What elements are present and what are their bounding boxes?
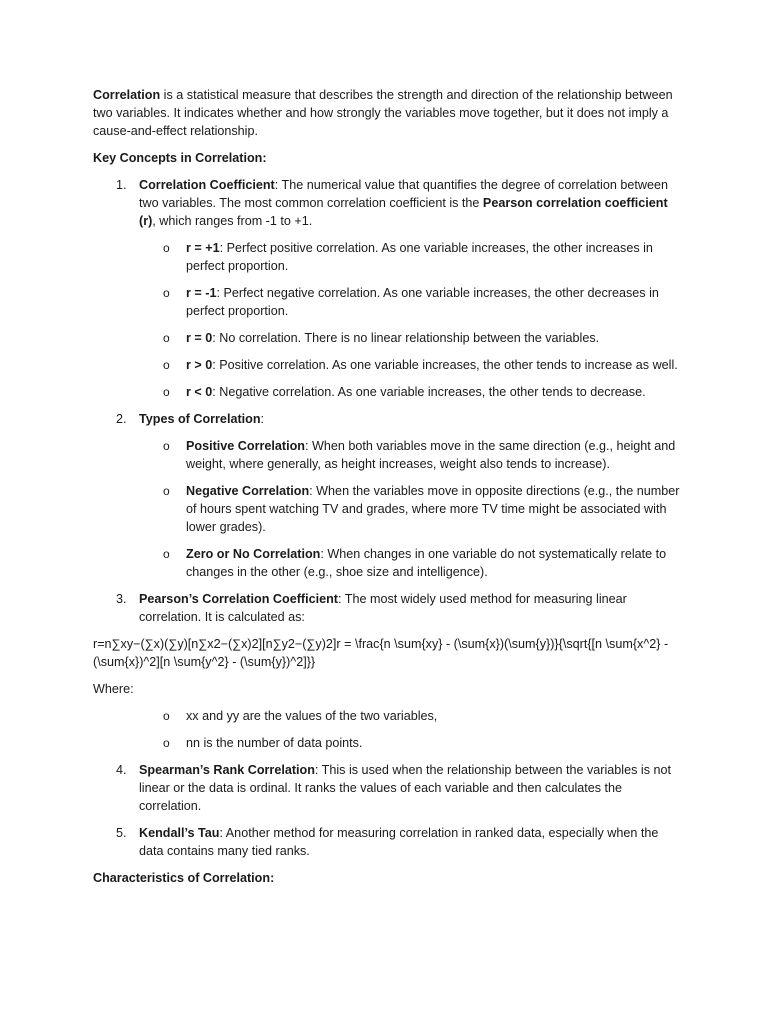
item-number: 4.: [116, 763, 127, 777]
where-list: [93, 707, 683, 752]
item-number: 1.: [116, 178, 127, 192]
bullet-icon: o: [163, 331, 170, 345]
list-item-4: 4. Spearman’s Rank Correlation: This is used when the relationship between the variables is not linear or the data is ordinal. It ranks the values of each variable and then calculates the correlation.: [116, 763, 672, 813]
list-item-1: 1. Correlation Coefficient: The numerical value that quantifies the degree of correlation between two variables. The most common correlation coefficient is the Pearson correlation coefficient (r), which ranges from -1 to +1. o r = +1: Perfect positive correlation. As one variable increases, the other increases in perfect proportion. o r = -1: Perfect negative correlation. As one variable increases, the other decreases in perfect proportion. o r = 0: No correlation. There is no linear relationship between the variables. o r > 0: Positive correlation. As one variable increases, the other tends to increase as well. o r < 0: Negative correlation. As one variable increases, the other tends to decrease.: [93, 176, 683, 401]
intro-term: Correlation: [93, 88, 161, 102]
bullet-icon: o: [163, 358, 170, 372]
item-title: Spearman’s Rank Correlation: [139, 763, 315, 777]
list-item-2: 2. Types of Correlation: o Positive Correlation: When both variables move in the same direction (e.g., height and weight, where generally, as height increases, weight also tends to increase). o Negative Correlation: When the variables move in opposite directions (e.g., the number of hours spent watching TV and grades, where more TV time might be associated with lower grades). o Zero or No Correlation: When changes in one variable do not systematically relate to changes in the other (e.g., shoe size and intelligence).: [93, 410, 683, 581]
item-number: 2.: [116, 412, 127, 426]
sub-item: o r > 0: Positive correlation. As one variable increases, the other tends to increase as well.: [163, 358, 678, 372]
item-number: 3.: [116, 592, 127, 606]
bullet-icon: o: [163, 439, 170, 453]
sub-item: o r = 0: No correlation. There is no linear relationship between the variables.: [163, 331, 600, 345]
sub-item: o Positive Correlation: When both variables move in the same direction (e.g., height and weight, where generally, as height increases, weight also tends to increase).: [163, 439, 676, 471]
sub-item: o Zero or No Correlation: When changes in one variable do not systematically relate to changes in the other (e.g., shoe size and intelligence).: [163, 547, 667, 579]
sub-item: o r = +1: Perfect positive correlation. As one variable increases, the other increases in perfect proportion.: [163, 241, 653, 273]
sub-list: [139, 239, 683, 401]
bullet-icon: o: [163, 241, 170, 255]
list-item-3: 3. Pearson’s Correlation Coefficient: The most widely used method for measuring linear correlation. It is calculated as:: [116, 592, 627, 624]
pearson-formula: r=n∑xy−(∑x)(∑y)[n∑x2−(∑x)2][n∑y2−(∑y)2]r = \frac{n \sum{xy} - (\sum{x})(\sum{y})}{\sqrt{[n \sum{x^2} - (\sum{x})^2][n \sum{y^2} - (\sum{y})^2]}}: [93, 637, 669, 669]
item-title: Pearson’s Correlation Coefficient: [139, 592, 338, 606]
bullet-icon: o: [163, 385, 170, 399]
bullet-icon: o: [163, 286, 170, 300]
intro-text: is a statistical measure that describes the strength and direction of the relationship between two variables. It indicates whether and how strongly the variables move together, but it does not imply a cause-and-effect relationship.: [93, 88, 673, 138]
list-item-5: 5. Kendall’s Tau: Another method for measuring correlation in ranked data, especially when the data contains many tied ranks.: [116, 826, 659, 858]
sub-item: o r < 0: Negative correlation. As one variable increases, the other tends to decrease.: [163, 385, 646, 399]
document-page: [93, 86, 683, 896]
item-title: Correlation Coefficient: [139, 178, 275, 192]
where-label: Where:: [93, 682, 134, 696]
item-number: 5.: [116, 826, 127, 840]
item-title: Kendall’s Tau: [139, 826, 220, 840]
item-title: Types of Correlation: [139, 412, 261, 426]
bullet-icon: o: [163, 736, 170, 750]
characteristics-heading: Characteristics of Correlation:: [93, 871, 275, 885]
bullet-icon: o: [163, 484, 170, 498]
sub-item: o r = -1: Perfect negative correlation. As one variable increases, the other decreases in perfect proportion.: [163, 286, 659, 318]
bullet-icon: o: [163, 709, 170, 723]
sub-list: [139, 437, 683, 581]
intro-paragraph: [93, 86, 683, 140]
bullet-icon: o: [163, 547, 170, 561]
sub-item: o Negative Correlation: When the variables move in opposite directions (e.g., the number of hours spent watching TV and grades, where more TV time might be associated with lower grades).: [163, 484, 680, 534]
key-concepts-heading: Key Concepts in Correlation:: [93, 151, 267, 165]
where-item: o xx and yy are the values of the two variables,: [163, 709, 438, 723]
where-item: o nn is the number of data points.: [163, 736, 363, 750]
